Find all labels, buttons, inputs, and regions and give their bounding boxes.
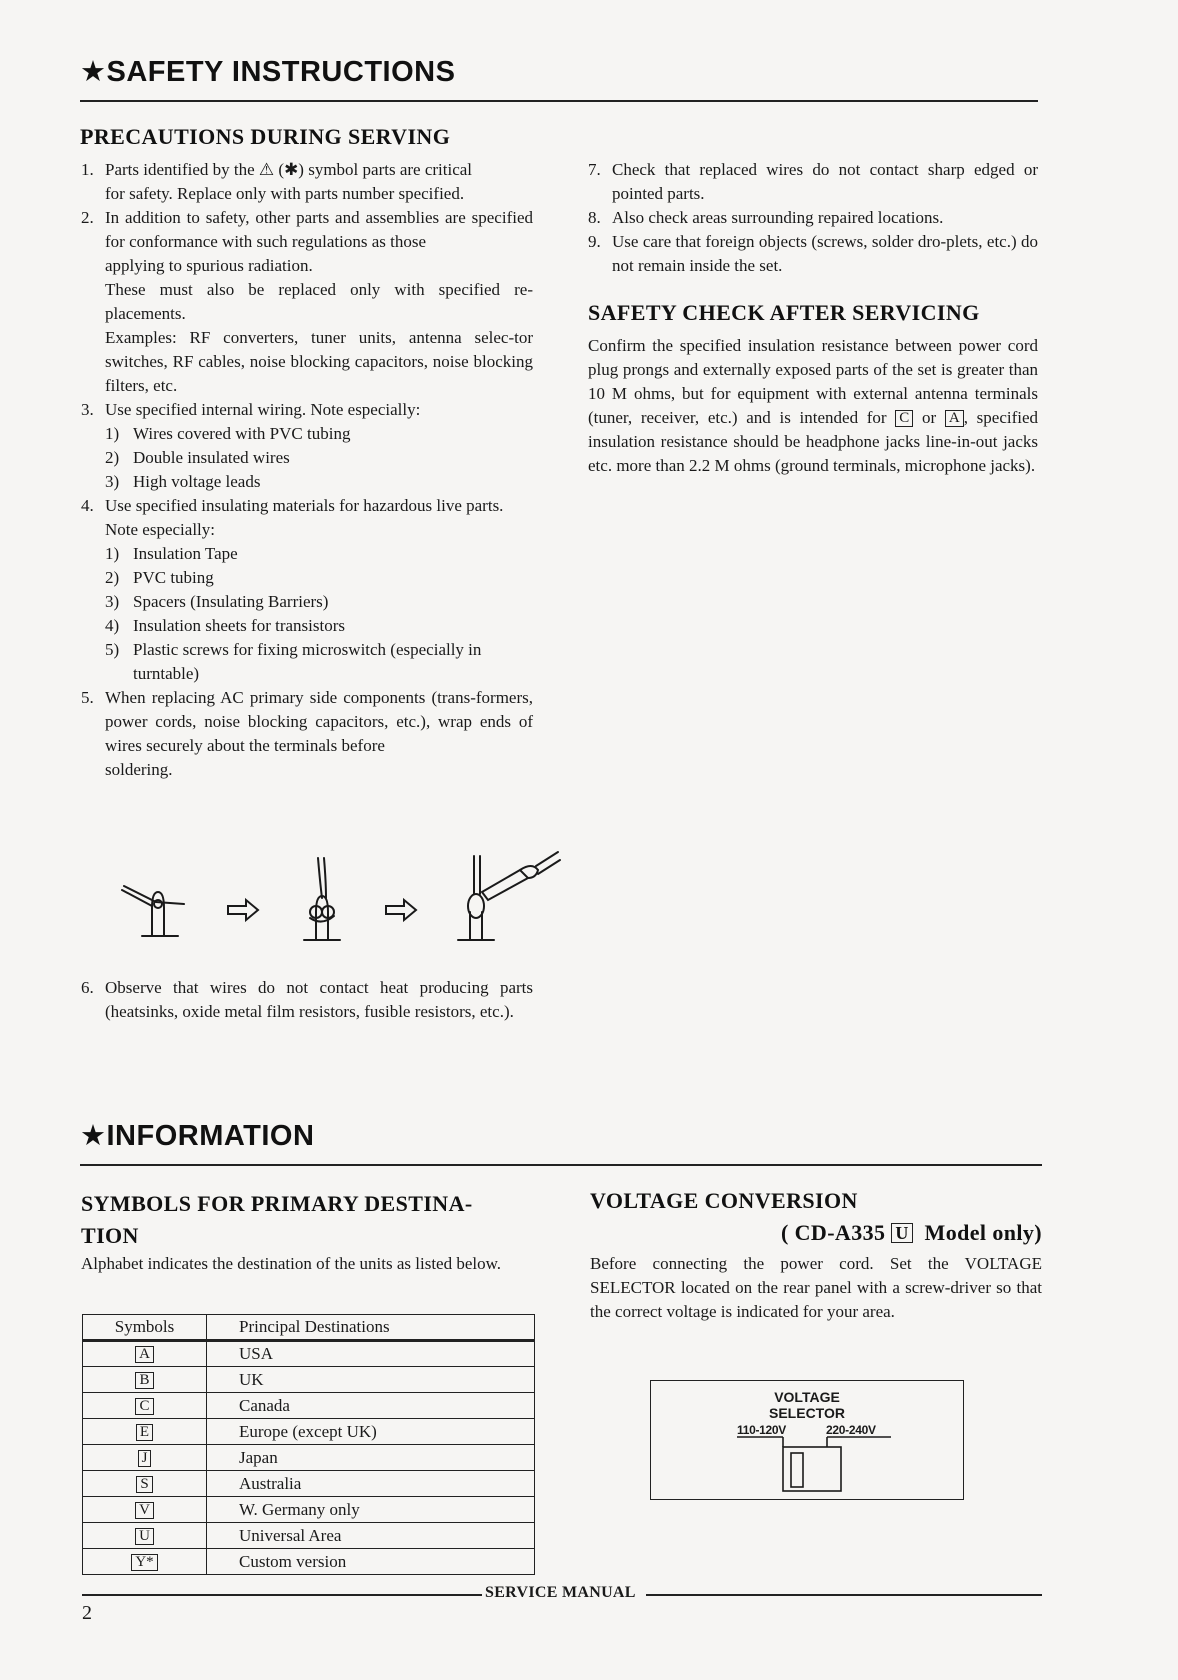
footer-label: SERVICE MANUAL — [485, 1584, 636, 1601]
item-text: In addition to safety, other parts and assemblies are specified for conformance with such regulations as those — [105, 208, 533, 251]
item-number: 3. — [81, 400, 94, 419]
destination-symbol: U — [135, 1528, 154, 1545]
selector-switch-icon — [651, 1381, 965, 1501]
voltage-text: Before connecting the power cord. Set the VOLTAGE SELECTOR located on the rear panel with a screw-driver so that the correct voltage is indicated for your area. — [590, 1254, 1042, 1321]
table-row — [83, 1419, 535, 1445]
voltage-heading: VOLTAGE CONVERSION — [590, 1188, 858, 1213]
table-header-row — [83, 1315, 535, 1341]
selector-label: VOLTAGE — [774, 1389, 840, 1405]
sub-item-text: Plastic screws for fixing microswitch (especially in turntable) — [133, 640, 482, 683]
sub-item-number: 1) — [105, 544, 120, 563]
item-text: When replacing AC primary side components (trans-formers, power cords, noise blocking capacitors, etc.), wrap ends of wires securely about the terminals before — [105, 688, 533, 755]
sub-item-text: Double insulated wires — [133, 448, 290, 467]
safety-check-heading: SAFETY CHECK AFTER SERVICING — [588, 300, 980, 325]
item-text: Check that replaced wires do not contact sharp edged or pointed parts. — [612, 160, 1038, 203]
destination-name: Australia — [207, 1471, 535, 1497]
table-row — [83, 1367, 535, 1393]
destination-name: USA — [207, 1341, 535, 1367]
item-text: Use specified insulating materials for hazardous live parts. Note especially: — [105, 496, 504, 539]
destination-symbol: U — [891, 1223, 912, 1243]
item-text: Use care that foreign objects (screws, solder dro-plets, etc.) do not remain inside the set. — [612, 232, 1038, 275]
destination-name: Universal Area — [207, 1523, 535, 1549]
item-text: Observe that wires do not contact heat producing parts (heatsinks, oxide metal film resistors, fusible resistors, etc.). — [105, 978, 533, 1021]
table-row — [83, 1341, 535, 1367]
list-item — [588, 230, 1038, 278]
item-number: 7. — [588, 160, 601, 179]
destination-name: Canada — [207, 1393, 535, 1419]
table-row — [83, 1549, 535, 1575]
item-number: 6. — [81, 978, 94, 997]
list-item — [81, 494, 533, 542]
arrow-right-icon — [386, 900, 416, 920]
table-row — [83, 1393, 535, 1419]
selector-right-voltage: 220-240V — [826, 1423, 876, 1437]
list-item — [81, 686, 533, 758]
destination-name: Custom version — [207, 1549, 535, 1575]
item-number: 2. — [81, 208, 94, 227]
destinations-table — [82, 1314, 535, 1575]
sub-item-number: 3) — [105, 592, 120, 611]
selector-left-voltage: 110-120V — [737, 1423, 786, 1437]
precautions-list-left — [81, 158, 533, 782]
item-text: These must also be replaced only with specified re-placements. — [105, 280, 533, 323]
destination-symbol: C — [135, 1398, 153, 1415]
table-row — [83, 1471, 535, 1497]
item-text-line: Parts identified by the ⚠ (✱) symbol parts are critical — [105, 160, 473, 179]
sub-item-number: 4) — [105, 616, 120, 635]
footer-rule-right — [646, 1594, 1042, 1596]
item-text: Use specified internal wiring. Note especially: — [105, 400, 421, 419]
list-item — [81, 398, 533, 422]
sub-item-text: Insulation Tape — [133, 544, 238, 563]
safety-check-text-a: Confirm the specified insulation resistance between power cord plug prongs and externally exposed parts of the set is greater than 10 M ohms, but for equipment with external antenna terminals (tuner, receiver, etc.) and is intended for — [588, 336, 1038, 427]
item-text: Examples: RF converters, tuner units, antenna selec-tor switches, RF cables, noise blocking capacitors, noise blocking filters, etc. — [105, 328, 533, 395]
sub-item-text: PVC tubing — [133, 568, 214, 587]
table-header-symbols: Symbols — [83, 1315, 207, 1341]
item-number: 5. — [81, 688, 94, 707]
item-text: Also check areas surrounding repaired locations. — [612, 208, 944, 227]
selector-label: SELECTOR — [769, 1405, 845, 1421]
destination-symbol: J — [138, 1450, 152, 1467]
list-item — [81, 976, 533, 1024]
information-title-rule — [80, 1164, 1042, 1166]
voltage-model-note — [740, 1220, 1042, 1246]
list-item — [588, 158, 1038, 206]
list-item — [81, 206, 533, 254]
list-item — [588, 206, 1038, 230]
safety-check-text — [588, 334, 1038, 478]
wire-wrapping-illustration — [118, 848, 568, 948]
destination-name: UK — [207, 1367, 535, 1393]
sub-item-text: High voltage leads — [133, 472, 261, 491]
sub-item-number: 5) — [105, 640, 120, 659]
terminal-soldering-icon — [458, 852, 560, 940]
table-row — [83, 1497, 535, 1523]
destination-symbol: C — [895, 410, 913, 427]
terminal-stage-2-icon — [304, 858, 340, 940]
sub-item-text: Wires covered with PVC tubing — [133, 424, 351, 443]
destination-name: Europe (except UK) — [207, 1419, 535, 1445]
symbols-intro: Alphabet indicates the destination of the units as listed below. — [81, 1254, 502, 1273]
destination-symbol: V — [135, 1502, 154, 1519]
footer-rule-left — [82, 1594, 482, 1596]
safety-check-text-b: , specified insulation resistance should be headphone jacks line-in-out jacks etc. more than 2.2 M ohms (ground terminals, microphone jacks). — [588, 408, 1039, 475]
symbols-heading-line: TION — [81, 1223, 139, 1248]
table-row — [83, 1523, 535, 1549]
destination-symbol: E — [136, 1424, 153, 1441]
sub-item-number: 3) — [105, 472, 120, 491]
symbols-heading-line: SYMBOLS FOR PRIMARY DESTINA- — [81, 1191, 473, 1216]
item-number: 8. — [588, 208, 601, 227]
destination-symbol: A — [945, 410, 964, 427]
destination-symbol: A — [135, 1346, 154, 1363]
sub-item-number: 2) — [105, 568, 120, 587]
item-number: 4. — [81, 496, 94, 515]
item-number: 9. — [588, 232, 601, 251]
information-title: ★INFORMATION — [80, 1120, 315, 1152]
sub-item-text: Spacers (Insulating Barriers) — [133, 592, 329, 611]
precautions-heading: PRECAUTIONS DURING SERVING — [80, 124, 451, 149]
safety-check-or: or — [922, 408, 937, 427]
voltage-selector-diagram — [650, 1380, 964, 1500]
sub-item-text: Insulation sheets for transistors — [133, 616, 345, 635]
sub-item-number: 2) — [105, 448, 120, 467]
safety-title: ★SAFETY INSTRUCTIONS — [80, 56, 456, 88]
destination-name: W. Germany only — [207, 1497, 535, 1523]
page-number: 2 — [82, 1602, 92, 1624]
item-text: soldering. — [105, 760, 173, 779]
safety-title-rule — [80, 100, 1038, 102]
sub-item-number: 1) — [105, 424, 120, 443]
item-text: applying to spurious radiation. — [105, 256, 313, 275]
voltage-model-pre: ( CD-A335 — [781, 1220, 886, 1245]
destination-symbol: B — [135, 1372, 153, 1389]
table-header-destinations: Principal Destinations — [207, 1315, 535, 1341]
item-text-line: for safety. Replace only with parts number specified. — [105, 184, 465, 203]
table-row — [83, 1445, 535, 1471]
voltage-model-post: Model only) — [924, 1220, 1042, 1245]
list-item — [81, 158, 533, 206]
symbols-heading — [81, 1188, 533, 1252]
destination-name: Japan — [207, 1445, 535, 1471]
destination-symbol: Y* — [131, 1554, 157, 1571]
destination-symbol: S — [136, 1476, 152, 1493]
precautions-item-6 — [81, 976, 533, 1024]
precautions-list-right — [588, 158, 1038, 278]
terminal-stage-1-icon — [122, 886, 184, 936]
arrow-right-icon — [228, 900, 258, 920]
item-number: 1. — [81, 160, 94, 179]
